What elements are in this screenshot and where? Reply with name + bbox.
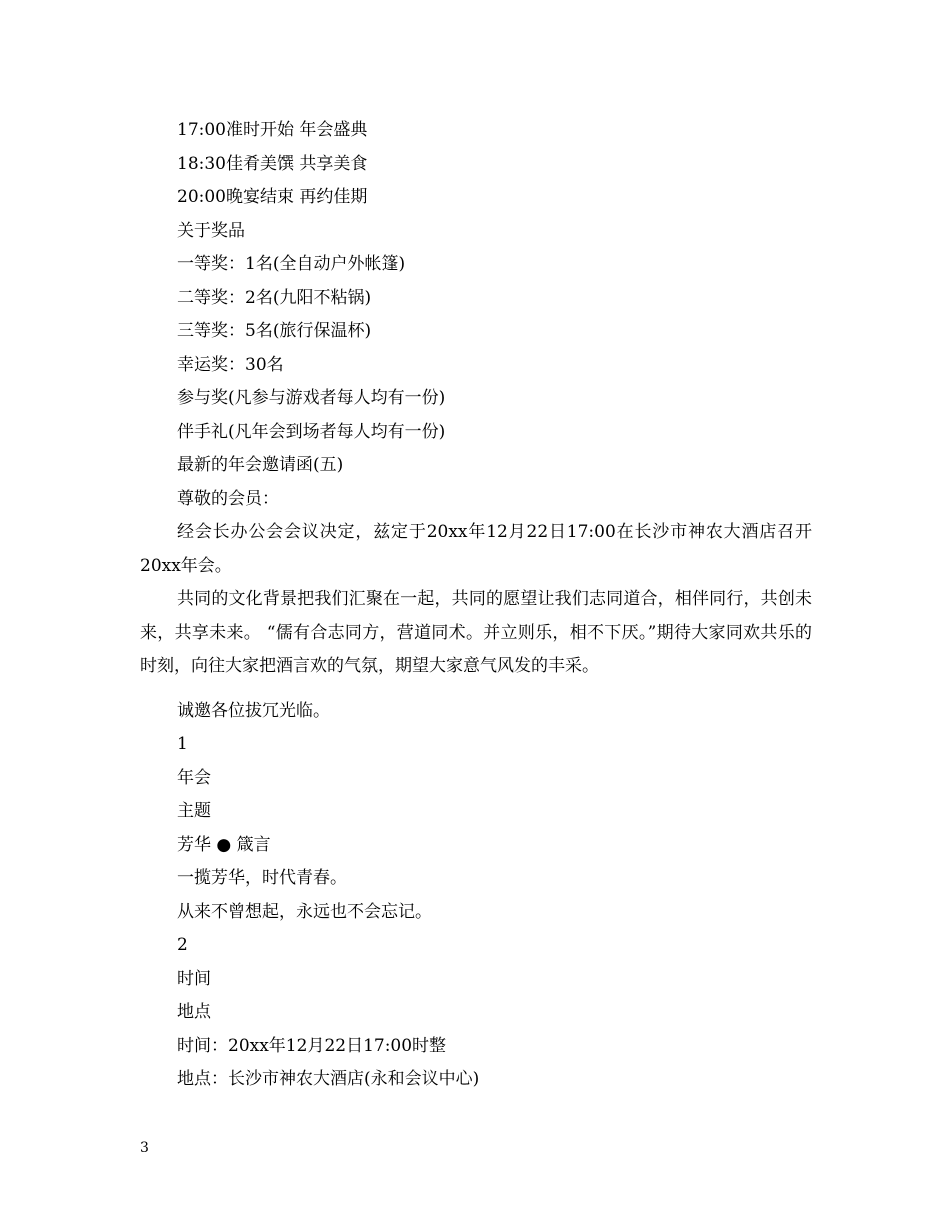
event-place: 地点：长沙市神农大酒店(永和会议中心) xyxy=(177,1069,480,1089)
prize-item-4: 幸运奖：30名 xyxy=(177,355,284,375)
section-1-label-theme: 主题 xyxy=(177,801,211,821)
event-time: 时间：20xx年12月22日17:00时整 xyxy=(177,1036,447,1056)
prize-item-6: 伴手礼(凡年会到场者每人均有一份) xyxy=(177,422,446,442)
section-1-number: 1 xyxy=(177,734,188,754)
invitation-greeting: 尊敬的会员： xyxy=(177,489,279,509)
theme-line-2: 从来不曾想起，永远也不会忘记。 xyxy=(177,902,432,922)
page-number: 3 xyxy=(140,1140,149,1156)
schedule-line-3: 20:00晚宴结束 再约佳期 xyxy=(177,187,368,207)
prize-item-1: 一等奖：1名(全自动户外帐篷) xyxy=(177,254,406,274)
section-2-label-place: 地点 xyxy=(177,1002,211,1022)
schedule-line-1: 17:00准时开始 年会盛典 xyxy=(177,120,368,140)
theme-line-1: 一揽芳华，时代青春。 xyxy=(177,868,347,888)
prize-item-2: 二等奖：2名(九阳不粘锅) xyxy=(177,288,372,308)
section-2-number: 2 xyxy=(177,935,188,955)
prize-item-5: 参与奖(凡参与游戏者每人均有一份) xyxy=(177,388,446,408)
prizes-heading: 关于奖品 xyxy=(177,221,245,241)
theme-text: 芳华 ● 箴言 xyxy=(177,835,271,855)
prize-item-3: 三等奖：5名(旅行保温杯) xyxy=(177,321,372,341)
schedule-line-2: 18:30佳肴美馔 共享美食 xyxy=(177,154,368,174)
invitation-closing: 诚邀各位拔冗光临。 xyxy=(177,701,330,721)
section-2-label-time: 时间 xyxy=(177,969,211,989)
invitation-paragraph-2: 共同的文化背景把我们汇聚在一起，共同的愿望让我们志同道合，相伴同行，共创未来，共享未来。 “儒有合志同方，营道同术。并立则乐，相不下厌。”期待大家同欢共乐的时刻，向往大家把酒言欢的气氛，期望大家意气风发的丰采。 xyxy=(140,589,812,676)
invitation-title: 最新的年会邀请函(五) xyxy=(177,455,344,475)
section-1-label-annual-meeting: 年会 xyxy=(177,768,211,788)
invitation-paragraph-1: 经会长办公会会议决定，兹定于20xx年12月22日17:00在长沙市神农大酒店召开20xx年会。 xyxy=(140,522,812,576)
